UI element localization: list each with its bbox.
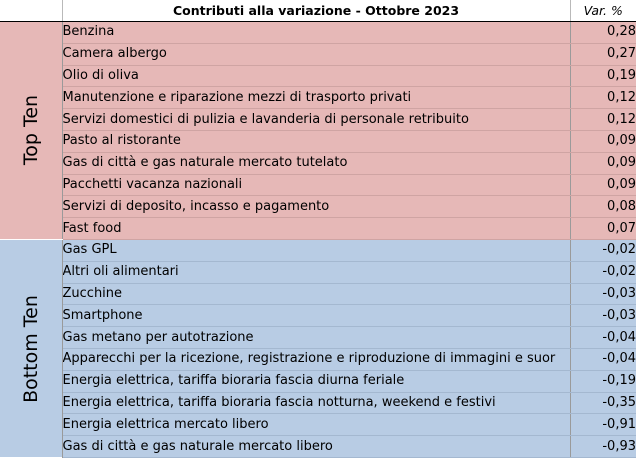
- item-value: -0,02: [570, 261, 636, 283]
- table-row: [0, 370, 636, 392]
- table-row: [0, 261, 636, 283]
- table-row: [0, 283, 636, 305]
- table-row: [0, 174, 636, 196]
- item-name: Zucchine: [62, 283, 570, 305]
- table-row: [0, 65, 636, 87]
- item-name: Fast food: [62, 218, 570, 240]
- table-row: [0, 436, 636, 458]
- item-name: Camera albergo: [62, 43, 570, 65]
- item-value: -0,03: [570, 283, 636, 305]
- item-value: -0,02: [570, 239, 636, 261]
- item-value: 0,08: [570, 196, 636, 218]
- item-name: Energia elettrica mercato libero: [62, 414, 570, 436]
- table-row: [0, 348, 636, 370]
- bottom-ten-label: Bottom Ten: [19, 294, 42, 403]
- item-value: 0,12: [570, 109, 636, 131]
- table-row: [0, 152, 636, 174]
- table-row: [0, 327, 636, 349]
- item-value: 0,28: [570, 22, 636, 44]
- item-value: -0,19: [570, 370, 636, 392]
- item-value: 0,19: [570, 65, 636, 87]
- table-row: [0, 22, 636, 44]
- item-value: -0,91: [570, 414, 636, 436]
- table-header-row: [0, 0, 636, 22]
- item-name: Altri oli alimentari: [62, 261, 570, 283]
- item-name: Energia elettrica, tariffa bioraria fascia notturna, weekend e festivi: [62, 392, 570, 414]
- item-name: Gas di città e gas naturale mercato tutelato: [62, 152, 570, 174]
- item-name: Pasto al ristorante: [62, 130, 570, 152]
- item-name: Gas GPL: [62, 239, 570, 261]
- table-row: [0, 392, 636, 414]
- item-value: -0,35: [570, 392, 636, 414]
- header-corner-cell: [0, 0, 62, 22]
- item-name: Olio di oliva: [62, 65, 570, 87]
- item-name: Benzina: [62, 22, 570, 44]
- top-ten-label: Top Ten: [19, 95, 42, 166]
- item-value: -0,93: [570, 436, 636, 458]
- table-row: [0, 87, 636, 109]
- table-body: [0, 22, 636, 458]
- item-name: Pacchetti vacanza nazionali: [62, 174, 570, 196]
- item-name: Smartphone: [62, 305, 570, 327]
- top-ten-group-cell: [0, 22, 62, 240]
- item-name: Manutenzione e riparazione mezzi di trasporto privati: [62, 87, 570, 109]
- item-value: 0,09: [570, 152, 636, 174]
- table-row: [0, 218, 636, 240]
- item-value: 0,12: [570, 87, 636, 109]
- table-row: [0, 414, 636, 436]
- item-value: 0,09: [570, 174, 636, 196]
- item-name: Gas di città e gas naturale mercato libero: [62, 436, 570, 458]
- item-value: 0,07: [570, 218, 636, 240]
- item-name: Energia elettrica, tariffa bioraria fascia diurna feriale: [62, 370, 570, 392]
- table-row: [0, 305, 636, 327]
- table-row: [0, 109, 636, 131]
- table-row: [0, 239, 636, 261]
- table-row: [0, 196, 636, 218]
- item-name: Servizi di deposito, incasso e pagamento: [62, 196, 570, 218]
- table-row: [0, 130, 636, 152]
- item-value: 0,27: [570, 43, 636, 65]
- item-name: Servizi domestici di pulizia e lavanderia di personale retribuito: [62, 109, 570, 131]
- item-value: -0,04: [570, 348, 636, 370]
- item-name: Gas metano per autotrazione: [62, 327, 570, 349]
- bottom-ten-group-cell: [0, 239, 62, 457]
- item-name: Apparecchi per la ricezione, registrazione e riproduzione di immagini e suor: [62, 348, 570, 370]
- item-value: 0,09: [570, 130, 636, 152]
- table-row: [0, 43, 636, 65]
- value-column-header: Var. %: [570, 0, 636, 22]
- item-value: -0,03: [570, 305, 636, 327]
- table-title: Contributi alla variazione - Ottobre 2023: [62, 0, 570, 22]
- item-value: -0,04: [570, 327, 636, 349]
